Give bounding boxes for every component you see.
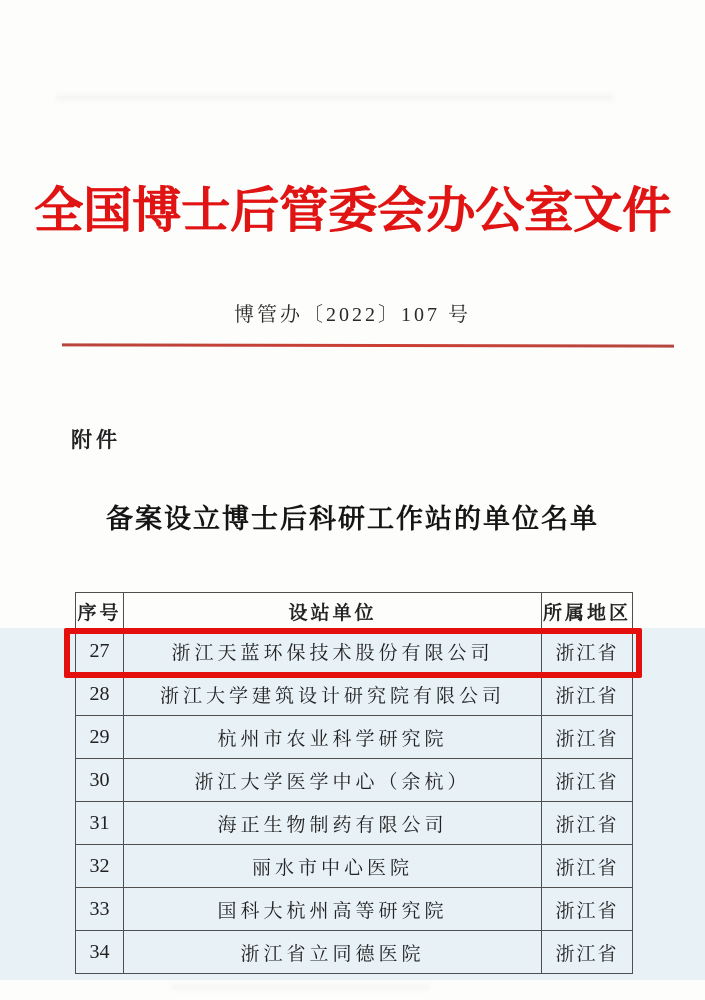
row-region: 浙江省 [542, 673, 633, 716]
column-header-index: 序号 [76, 593, 124, 630]
row-unit: 丽水市中心医院 [124, 845, 542, 888]
table-row [76, 931, 633, 974]
row-index: 27 [76, 630, 124, 673]
row-region: 浙江省 [542, 630, 633, 673]
row-region: 浙江省 [542, 716, 633, 759]
row-index: 34 [76, 931, 124, 974]
row-unit: 浙江省立同德医院 [124, 931, 542, 974]
table-row [76, 759, 633, 802]
red-divider-rule [62, 343, 674, 347]
row-index: 32 [76, 845, 124, 888]
table-header-row [76, 593, 633, 630]
attachment-label: 附件 [71, 429, 121, 452]
row-unit: 国科大杭州高等研究院 [124, 888, 542, 931]
row-unit: 浙江大学医学中心（余杭） [124, 759, 542, 802]
row-region: 浙江省 [542, 845, 633, 888]
table-row [76, 802, 633, 845]
row-unit: 浙江大学建筑设计研究院有限公司 [124, 673, 542, 716]
column-header-unit: 设站单位 [124, 593, 542, 630]
row-unit: 浙江天蓝环保技术股份有限公司 [124, 630, 542, 673]
workstation-table [75, 592, 633, 974]
scan-smudge [55, 94, 615, 101]
row-index: 28 [76, 673, 124, 716]
row-index: 33 [76, 888, 124, 931]
row-region: 浙江省 [542, 759, 633, 802]
document-number: 博管办〔2022〕107 号 [234, 304, 471, 326]
table-row [76, 845, 633, 888]
row-index: 29 [76, 716, 124, 759]
table-row [76, 630, 633, 673]
scan-smudge [170, 984, 430, 990]
row-region: 浙江省 [542, 931, 633, 974]
table-row [76, 673, 633, 716]
table-title: 备案设立博士后科研工作站的单位名单 [106, 504, 599, 534]
row-region: 浙江省 [542, 888, 633, 931]
row-index: 30 [76, 759, 124, 802]
column-header-region: 所属地区 [542, 593, 633, 630]
row-region: 浙江省 [542, 802, 633, 845]
row-unit: 海正生物制药有限公司 [124, 802, 542, 845]
row-unit: 杭州市农业科学研究院 [124, 716, 542, 759]
table-row [76, 888, 633, 931]
row-index: 31 [76, 802, 124, 845]
document-header-title: 全国博士后管委会办公室文件 [33, 183, 671, 238]
table-row [76, 716, 633, 759]
